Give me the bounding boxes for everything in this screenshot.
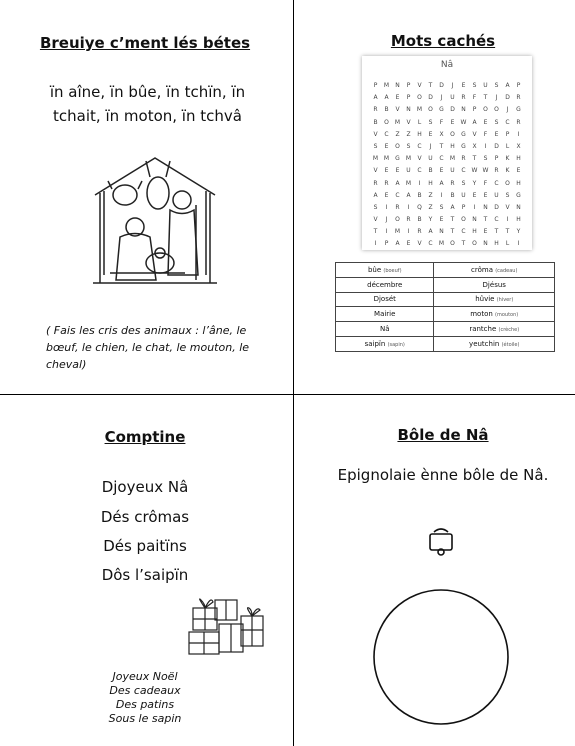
wordsearch-letter: W [471, 167, 478, 175]
wordsearch-letter: O [395, 216, 400, 224]
wordsearch-letter: A [472, 118, 477, 126]
wordsearch-letter: B [417, 191, 422, 199]
vocab-cell [434, 322, 555, 337]
wordsearch-letter: E [472, 191, 477, 199]
wordsearch-letter: V [373, 216, 378, 224]
note-line: ( Fais les cris des animaux : l’âne, le [46, 324, 247, 337]
wordsearch-letter: V [417, 240, 422, 248]
french-translation-line: Sous le sapin [108, 712, 182, 725]
wordsearch-letter: Z [395, 130, 400, 138]
wordsearch-letter: N [516, 203, 521, 211]
vocab-cell [434, 292, 555, 307]
wordsearch-letter: W [482, 167, 489, 175]
wordsearch-letter: Z [428, 203, 433, 211]
wordsearch-letter: E [395, 94, 400, 102]
french-translation-line: Des patins [115, 698, 175, 711]
note-line: bœuf, le chien, le chat, le mouton, le [46, 341, 250, 354]
wordsearch-letter: P [373, 82, 378, 89]
wordsearch-letter: C [428, 240, 433, 248]
wordsearch-letter: M [405, 155, 412, 163]
wordsearch-letter: N [472, 216, 477, 224]
wordsearch-letter: P [406, 82, 411, 89]
wordsearch-letter: I [385, 203, 388, 211]
wordsearch-letter: M [449, 155, 456, 163]
vocab-word: décembre [367, 280, 403, 289]
wordsearch-letter: O [450, 130, 455, 138]
wordsearch-letter: C [461, 228, 466, 236]
wordsearch-letter: J [440, 94, 443, 102]
wordsearch-letter: L [505, 142, 510, 150]
wordsearch-letter: R [516, 118, 521, 126]
wordsearch-letter: X [516, 142, 521, 150]
wordsearch-letter: O [395, 142, 400, 150]
wordsearch-letter: E [483, 191, 488, 199]
wordsearch-card [362, 56, 532, 250]
comptine-line: Dôs l’saipïn [101, 566, 189, 584]
vocab-word: moton [470, 310, 493, 319]
wordsearch-letter: E [406, 240, 411, 248]
wordsearch-letter: A [395, 179, 400, 187]
wordsearch-letter: G [461, 142, 466, 150]
wordsearch-letter: E [450, 118, 455, 126]
wordsearch-letter: E [494, 130, 499, 138]
wordsearch-letter: V [417, 155, 422, 163]
wordsearch-letter: M [416, 106, 423, 114]
wordsearch-letter: H [516, 216, 521, 224]
wordsearch-letter: O [428, 106, 433, 114]
vocab-cell [336, 277, 434, 292]
wordsearch-letter: R [395, 203, 400, 211]
bauble-instruction: Epignolaie ènne bôle de Nâ. [337, 466, 549, 484]
wordsearch-letter: O [472, 240, 477, 248]
wordsearch-letter: Y [516, 228, 521, 236]
wordsearch-letter: E [395, 167, 400, 175]
animal-sounds-line: tchait, ïn moton, ïn tchvâ [53, 107, 242, 125]
wordsearch-letter: U [450, 94, 455, 102]
wordsearch-letter: S [472, 82, 477, 89]
wordsearch-letter: N [483, 203, 488, 211]
wordsearch-letter: B [450, 191, 455, 199]
wordsearch-letter: I [407, 228, 410, 236]
wordsearch-letter: M [405, 179, 412, 187]
wordsearch-letter: E [439, 167, 444, 175]
vocab-word: hûvie [475, 295, 495, 304]
vocab-word: yeutchin [469, 339, 500, 348]
wordsearch-letter: Y [472, 179, 477, 187]
wordsearch-letter: T [494, 228, 499, 236]
wordsearch-letter: S [494, 82, 499, 89]
wordsearch-letter: G [516, 106, 521, 114]
wordsearch-letter: S [406, 142, 411, 150]
vocab-gloss: (hiver) [496, 297, 514, 304]
wordsearch-letter: T [505, 228, 510, 236]
wordsearch-letter: V [406, 118, 411, 126]
wordsearch-letter: F [483, 130, 488, 138]
wordsearch-letter: D [505, 94, 510, 102]
wordsearch-letter: T [450, 228, 455, 236]
wordsearch-letter: K [505, 167, 510, 175]
vocab-word: Nâ [379, 325, 390, 334]
wordsearch-letter: G [461, 130, 466, 138]
vocab-row [336, 292, 555, 307]
wordsearch-letter: O [417, 94, 422, 102]
wordsearch-letter: M [383, 82, 390, 89]
wordsearch-letter: J [385, 216, 388, 224]
wordsearch-letter: V [472, 130, 477, 138]
vocab-cell [336, 307, 434, 322]
vocab-gloss: (étoile) [501, 341, 520, 348]
gift-boxes-image [185, 590, 270, 660]
vocab-row [336, 336, 555, 351]
vocab-cell [434, 277, 555, 292]
wordsearch-grid-title: Nâ [440, 60, 454, 70]
nativity-scene-image [90, 155, 220, 295]
wordsearch-letter: G [439, 106, 444, 114]
wordsearch-letter: A [373, 94, 378, 102]
french-translation-line: Des cadeaux [109, 684, 181, 697]
wordsearch-letter: U [483, 82, 488, 89]
wordsearch-letter: P [516, 82, 521, 89]
wordsearch-letter: N [461, 106, 466, 114]
vocab-gloss: (cadeau) [495, 267, 518, 274]
wordsearch-letter: A [450, 203, 455, 211]
wordsearch-letter: M [383, 155, 390, 163]
wordsearch-letter: H [472, 228, 477, 236]
vocab-cell [336, 292, 434, 307]
wordsearch-letter: H [516, 179, 521, 187]
wordsearch-letter: O [505, 179, 510, 187]
wordsearch-letter: P [384, 240, 389, 248]
wordsearch-letter: B [373, 118, 378, 126]
wordsearch-letter: F [439, 118, 444, 126]
christmas-bauble-outline [370, 528, 512, 728]
wordsearch-letter: R [384, 179, 389, 187]
comptine-line: Dés paitïns [103, 537, 187, 555]
vocab-row [336, 277, 555, 292]
wordsearch-letter: U [461, 191, 466, 199]
wordsearch-letter: A [439, 179, 444, 187]
wordsearch-letter: E [439, 216, 444, 224]
wordsearch-letter: I [517, 130, 520, 138]
wordsearch-letter: U [406, 167, 411, 175]
vocab-gloss: (crèche) [498, 327, 520, 334]
vocab-gloss: (mouton) [495, 312, 519, 319]
wordsearch-letter: J [495, 94, 498, 102]
wordsearch-letter: H [516, 155, 521, 163]
note-line: cheval) [46, 358, 87, 371]
wordsearch-letter: I [374, 240, 377, 248]
wordsearch-letter: D [439, 82, 444, 89]
wordsearch-letter: A [505, 82, 510, 89]
wordsearch-letter: O [450, 240, 455, 248]
wordsearch-letter: X [472, 142, 477, 150]
wordsearch-letter: J [451, 82, 454, 89]
wordsearch-title: Mots cachés [390, 32, 496, 50]
wordsearch-letter: I [407, 203, 410, 211]
wordsearch-letter: E [384, 191, 389, 199]
vocab-cell [336, 336, 434, 351]
wordsearch-letter: V [417, 82, 422, 89]
wordsearch-letter: H [417, 130, 422, 138]
wordsearch-letter: H [428, 179, 433, 187]
vocabulary-table [335, 262, 555, 352]
wordsearch-letter: D [450, 106, 455, 114]
vocab-row [336, 322, 555, 337]
wordsearch-letter: T [472, 155, 477, 163]
french-translation-line: Joyeux Noël [112, 670, 178, 683]
wordsearch-letter: F [472, 94, 477, 102]
wordsearch-letter: D [494, 142, 499, 150]
wordsearch-letter: R [516, 94, 521, 102]
wordsearch-letter: S [461, 179, 466, 187]
wordsearch-letter: V [373, 130, 378, 138]
vertical-divider [293, 0, 294, 746]
wordsearch-letter: S [439, 203, 444, 211]
wordsearch-letter: J [506, 106, 509, 114]
wordsearch-letter: E [483, 118, 488, 126]
wordsearch-letter: C [395, 191, 400, 199]
wordsearch-letter: B [417, 216, 422, 224]
vocab-word: saipïn [364, 339, 386, 348]
wordsearch-letter: S [428, 118, 433, 126]
comptine-line: Dés crômas [100, 508, 190, 526]
wordsearch-grid [370, 80, 524, 251]
wordsearch-letter: I [440, 191, 443, 199]
bauble-title: Bôle de Nâ [397, 426, 489, 444]
wordsearch-letter: C [439, 155, 444, 163]
wordsearch-letter: P [406, 94, 411, 102]
wordsearch-letter: E [461, 82, 466, 89]
wordsearch-letter: E [384, 167, 389, 175]
wordsearch-letter: I [506, 216, 509, 224]
horizontal-divider [0, 394, 575, 395]
wordsearch-letter: C [505, 118, 510, 126]
wordsearch-letter: D [428, 94, 433, 102]
wordsearch-letter: L [505, 240, 510, 248]
vocab-word: crôma [471, 265, 493, 274]
wordsearch-letter: I [418, 179, 421, 187]
wordsearch-letter: P [494, 155, 499, 163]
wordsearch-letter: T [483, 94, 488, 102]
vocab-word: Djosét [373, 295, 396, 304]
wordsearch-letter: N [406, 106, 411, 114]
wordsearch-letter: R [461, 94, 466, 102]
wordsearch-letter: G [516, 191, 521, 199]
vocab-cell [434, 336, 555, 351]
wordsearch-letter: T [373, 228, 378, 236]
vocab-word: bûe [367, 265, 382, 274]
wordsearch-letter: M [394, 118, 401, 126]
animals-title: Breuiye c’ment lés bétes [39, 34, 251, 52]
vocab-gloss: (sapin) [387, 341, 405, 348]
vocab-cell [336, 263, 434, 278]
wordsearch-letter: P [461, 203, 466, 211]
wordsearch-letter: J [429, 142, 432, 150]
wordsearch-letter: D [494, 203, 499, 211]
wordsearch-letter: A [428, 228, 433, 236]
wordsearch-letter: C [494, 179, 499, 187]
wordsearch-letter: C [417, 142, 422, 150]
wordsearch-letter: U [494, 191, 499, 199]
wordsearch-letter: E [516, 167, 521, 175]
wordsearch-letter: T [450, 216, 455, 224]
animals-instruction-note [46, 322, 286, 373]
wordsearch-letter: R [417, 228, 422, 236]
wordsearch-letter: V [395, 106, 400, 114]
wordsearch-letter: N [439, 228, 444, 236]
wordsearch-letter: M [372, 155, 379, 163]
wordsearch-letter: O [483, 106, 488, 114]
vocab-row [336, 307, 555, 322]
wordsearch-letter: B [428, 167, 433, 175]
vocab-word: Mairie [374, 310, 396, 319]
wordsearch-letter: S [373, 142, 378, 150]
wordsearch-letter: Z [406, 130, 411, 138]
wordsearch-letter: M [394, 228, 401, 236]
wordsearch-letter: R [406, 216, 411, 224]
wordsearch-letter: A [406, 191, 411, 199]
vocab-word: rantche [469, 325, 497, 334]
wordsearch-letter: R [494, 167, 499, 175]
wordsearch-letter: P [472, 106, 477, 114]
wordsearch-letter: O [494, 106, 499, 114]
wordsearch-letter: I [473, 203, 476, 211]
wordsearch-letter: S [373, 203, 378, 211]
wordsearch-letter: R [373, 106, 378, 114]
wordsearch-letter: F [483, 179, 488, 187]
vocab-row [336, 263, 555, 278]
wordsearch-letter: A [373, 191, 378, 199]
wordsearch-letter: M [438, 240, 445, 248]
wordsearch-letter: O [461, 216, 466, 224]
wordsearch-letter: I [385, 228, 388, 236]
vocab-gloss: (boeuf) [383, 267, 402, 274]
wordsearch-letter: S [505, 191, 510, 199]
wordsearch-letter: G [395, 155, 400, 163]
wordsearch-letter: T [439, 142, 444, 150]
wordsearch-letter: Z [428, 191, 433, 199]
wordsearch-letter: R [450, 179, 455, 187]
wordsearch-letter: E [428, 130, 433, 138]
wordsearch-letter: Q [417, 203, 422, 211]
comptine-title: Comptine [104, 428, 186, 446]
wordsearch-letter: C [461, 167, 466, 175]
wordsearch-letter: Y [428, 216, 433, 224]
wordsearch-letter: T [461, 240, 466, 248]
wordsearch-letter: N [483, 240, 488, 248]
wordsearch-letter: N [395, 82, 400, 89]
wordsearch-letter: H [494, 240, 499, 248]
wordsearch-letter: U [428, 155, 433, 163]
wordsearch-letter: C [384, 130, 389, 138]
wordsearch-letter: I [484, 142, 487, 150]
wordsearch-letter: L [417, 118, 422, 126]
wordsearch-letter: V [373, 167, 378, 175]
wordsearch-letter: X [439, 130, 444, 138]
vocab-word: Djésus [482, 280, 506, 289]
wordsearch-letter: T [428, 82, 433, 89]
wordsearch-letter: A [395, 240, 400, 248]
wordsearch-letter: O [384, 118, 389, 126]
wordsearch-letter: V [505, 203, 510, 211]
wordsearch-letter: S [483, 155, 488, 163]
wordsearch-letter: P [505, 130, 510, 138]
wordsearch-letter: I [517, 240, 520, 248]
animal-sounds-text [30, 80, 265, 128]
wordsearch-letter: C [417, 167, 422, 175]
wordsearch-letter: S [494, 118, 499, 126]
wordsearch-letter: K [505, 155, 510, 163]
wordsearch-letter: C [494, 216, 499, 224]
wordsearch-letter: E [483, 228, 488, 236]
animal-sounds-line: ïn aîne, ïn bûe, ïn tchïn, ïn [49, 83, 246, 101]
vocab-cell [434, 263, 555, 278]
wordsearch-letter: U [450, 167, 455, 175]
vocab-cell [434, 307, 555, 322]
wordsearch-letter: A [384, 94, 389, 102]
wordsearch-letter: R [461, 155, 466, 163]
comptine-line: Djoyeux Nâ [101, 478, 189, 496]
wordsearch-letter: R [373, 179, 378, 187]
vocab-cell [336, 322, 434, 337]
wordsearch-letter: B [384, 106, 389, 114]
wordsearch-letter: W [460, 118, 467, 126]
wordsearch-letter: E [384, 142, 389, 150]
wordsearch-letter: T [483, 216, 488, 224]
wordsearch-letter: H [450, 142, 455, 150]
